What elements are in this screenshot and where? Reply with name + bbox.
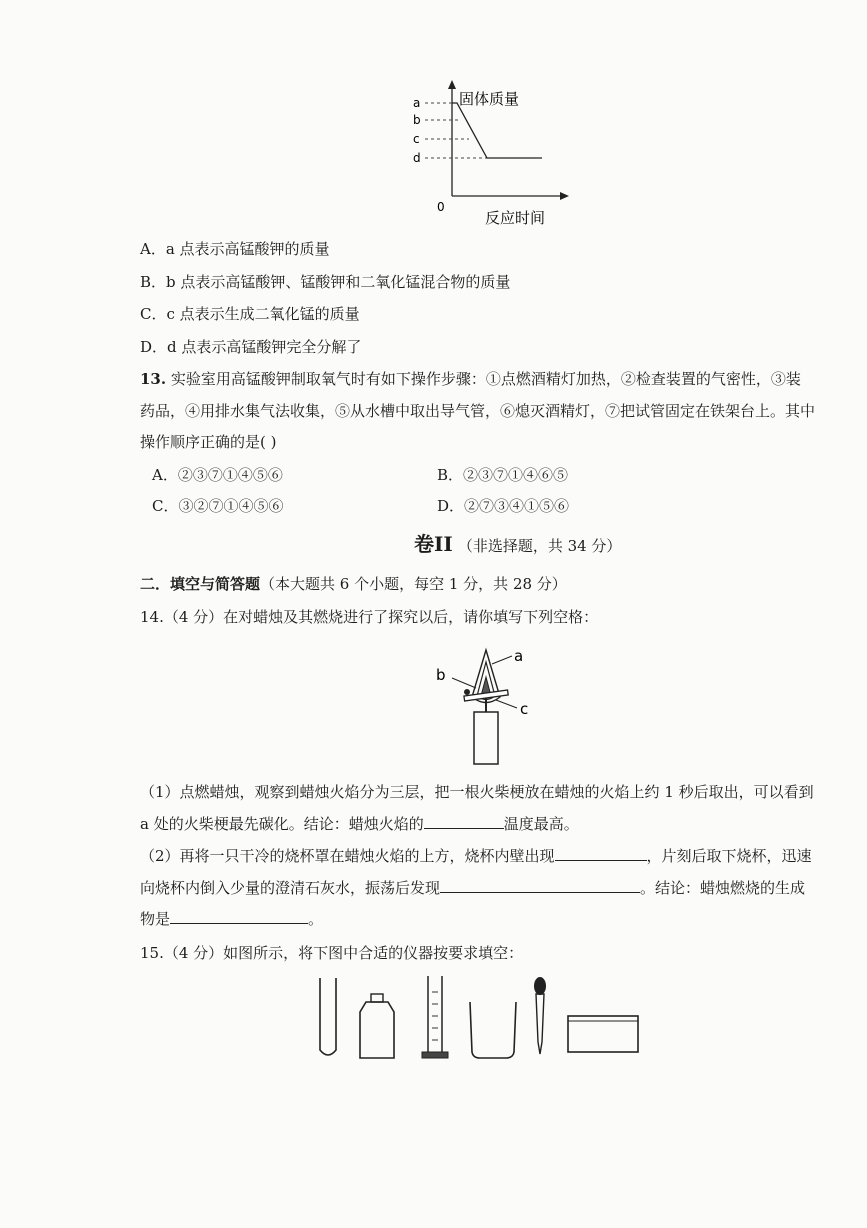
origin-label: 0 bbox=[437, 200, 445, 214]
q14-p2-period: 。 bbox=[308, 910, 324, 928]
q12-option-b: B．b 点表示高锰酸钾、锰酸钾和二氧化锰混合物的质量 bbox=[140, 273, 511, 291]
q14-blank-1[interactable] bbox=[424, 814, 504, 829]
y-axis-label: 固体质量 bbox=[459, 90, 520, 108]
q13-line-1 bbox=[140, 368, 801, 389]
q12-option-d: D．d 点表示高锰酸钾完全分解了 bbox=[140, 338, 362, 356]
label-a: a bbox=[514, 647, 524, 665]
label-b-line bbox=[452, 678, 476, 688]
lab-apparatus bbox=[310, 972, 650, 1062]
q14-p2-text-e: 物是 bbox=[140, 910, 171, 928]
q14-p1-line-2 bbox=[140, 813, 579, 834]
q14-p2-text-a: （2）再将一只干冷的烧杯罩在蜡烛火焰的上方，烧杯内壁出现 bbox=[140, 847, 555, 865]
mass-time-graph bbox=[405, 78, 570, 228]
beaker bbox=[470, 1002, 516, 1058]
section-2-title: 卷II bbox=[414, 532, 453, 556]
q12-option-a: A．a 点表示高锰酸钾的质量 bbox=[140, 240, 330, 258]
q14-p2-line-2 bbox=[140, 877, 805, 898]
q14-blank-4[interactable] bbox=[170, 909, 308, 924]
q13-option-c: C．③②⑦①④⑤⑥ bbox=[152, 497, 284, 515]
candle-body bbox=[474, 712, 498, 764]
level-d-label: d bbox=[413, 151, 421, 165]
q13-number: 13. bbox=[140, 370, 167, 388]
q12-option-c: C．c 点表示生成二氧化锰的质量 bbox=[140, 305, 360, 323]
q14-blank-2[interactable] bbox=[555, 846, 647, 861]
dropper bbox=[534, 977, 546, 1054]
q14-p2-line-3 bbox=[140, 908, 323, 929]
q14-p2-text-b: ，片刻后取下烧杯，迅速 bbox=[646, 847, 812, 865]
y-axis-arrow bbox=[448, 80, 456, 89]
q13-option-b: B．②③⑦①④⑥⑤ bbox=[437, 466, 569, 484]
q13-option-a: A．②③⑦①④⑤⑥ bbox=[152, 466, 283, 484]
part-2-note: （本大题共 6 个小题，每空 1 分，共 28 分） bbox=[260, 575, 567, 593]
part-2-title: 二．填空与简答题 bbox=[140, 575, 261, 593]
label-b: b bbox=[436, 666, 446, 684]
mass-curve bbox=[452, 103, 542, 158]
q13-text-1: 实验室用高锰酸钾制取氧气时有如下操作步骤：①点燃酒精灯加热，②检查装置的气密性，③装 bbox=[170, 370, 801, 388]
x-axis-label: 反应时间 bbox=[485, 209, 546, 227]
level-b-label: b bbox=[413, 113, 421, 127]
section-2-heading bbox=[414, 528, 621, 557]
q14-p2-line-1 bbox=[140, 845, 812, 866]
q14-p1-text-a: a 处的火柴梗最先碳化。结论：蜡烛火焰的 bbox=[140, 815, 424, 833]
level-a-label: a bbox=[413, 96, 421, 110]
q14-p2-text-d: 。结论：蜡烛燃烧的生成 bbox=[640, 879, 806, 897]
q14-p2-text-c: 向烧杯内倒入少量的澄清石灰水，振荡后发现 bbox=[140, 879, 441, 897]
part-2-heading bbox=[140, 573, 567, 594]
q13-line-3: 操作顺序正确的是( ) bbox=[140, 433, 277, 451]
q13-line-2: 药品，④用排水集气法收集，⑤从水槽中取出导气管，⑥熄灭酒精灯，⑦把试管固定在铁架台上。其中 bbox=[140, 402, 816, 420]
test-tube bbox=[320, 978, 336, 1055]
x-axis-arrow bbox=[560, 192, 569, 200]
section-2-subtitle: （非选择题，共 34 分） bbox=[457, 537, 622, 555]
q14-p1-line-1: （1）点燃蜡烛，观察到蜡烛火焰分为三层，把一根火柴梗放在蜡烛的火焰上约 1 秒后取出，可以看到 bbox=[140, 783, 814, 801]
reagent-bottle bbox=[360, 994, 394, 1058]
q14-intro: 14.（4 分）在对蜡烛及其燃烧进行了探究以后，请你填写下列空格： bbox=[140, 608, 599, 626]
q14-blank-3[interactable] bbox=[440, 878, 640, 893]
level-c-label: c bbox=[413, 132, 420, 146]
candle-diagram bbox=[430, 642, 540, 767]
label-c: c bbox=[520, 700, 529, 718]
trough bbox=[568, 1016, 638, 1052]
q13-option-d: D．②⑦③④①⑤⑥ bbox=[437, 497, 570, 515]
q14-p1-text-b: 温度最高。 bbox=[503, 815, 579, 833]
matchstick-dot bbox=[464, 689, 470, 695]
label-c-line bbox=[496, 700, 517, 708]
graduated-cylinder bbox=[422, 976, 448, 1058]
label-a-line bbox=[492, 656, 512, 664]
q15-intro: 15.（4 分）如图所示，将下图中合适的仪器按要求填空： bbox=[140, 944, 524, 962]
